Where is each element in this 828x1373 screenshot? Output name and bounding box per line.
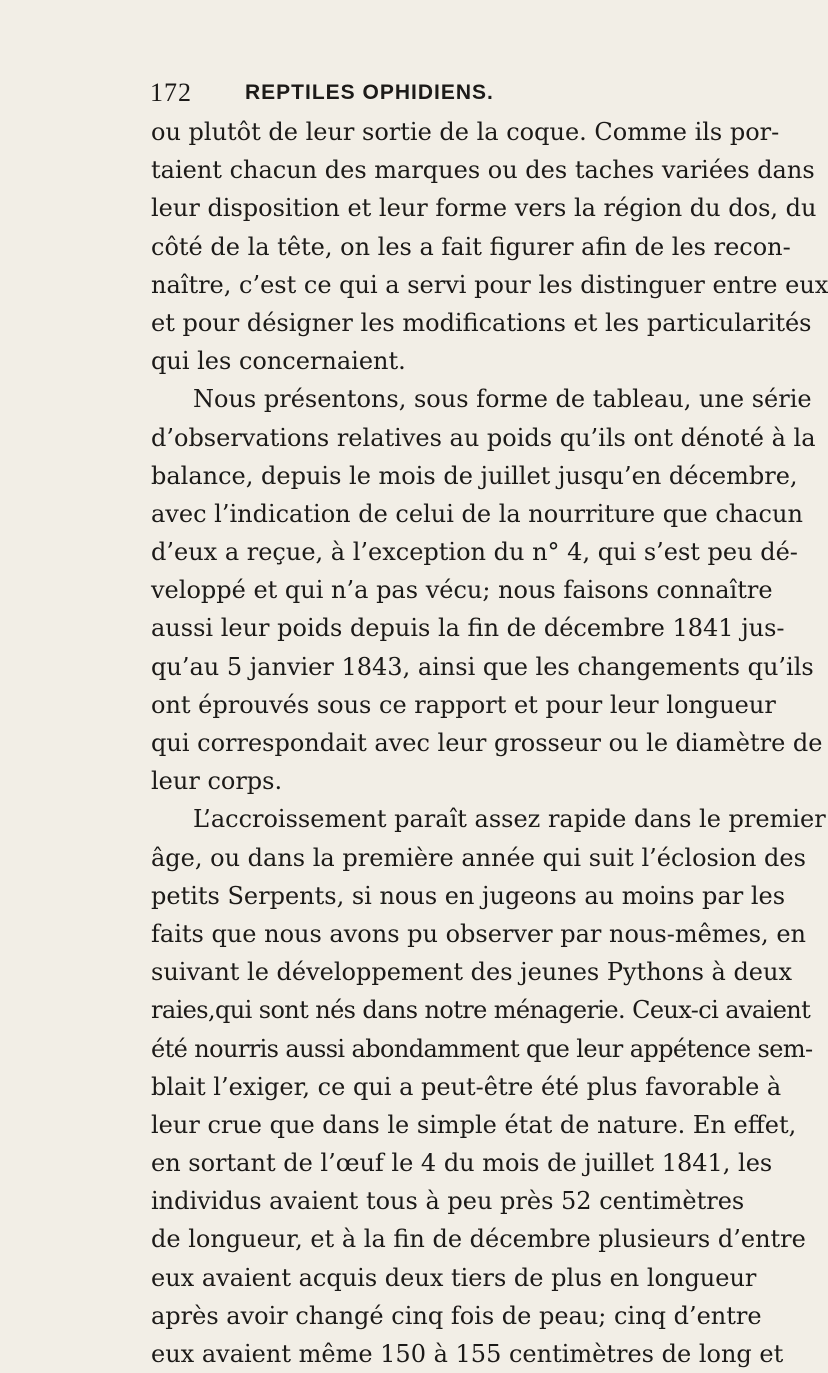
page-number: 172 (150, 78, 192, 107)
text-line: aussi leur poids depuis la fin de décembre 1841 jus- (151, 614, 785, 643)
text-line: après avoir changé cinq fois de peau; cinq d’entre (151, 1301, 762, 1330)
text-line: leur corps. (151, 767, 283, 796)
text-line: qui les concernaient. (151, 347, 406, 376)
text-line: de longueur, et à la fin de décembre plusieurs d’entre (151, 1225, 806, 1254)
text-line: eux avaient même 150 à 155 centimètres de long et (151, 1340, 784, 1368)
page-header (150, 78, 710, 108)
text-line: veloppé et qui n’a pas vécu; nous faisons connaître (151, 576, 773, 605)
text-line: en sortant de l’œuf le 4 du mois de juillet 1841, les (151, 1149, 773, 1178)
text-line: faits que nous avons pu observer par nous-mêmes, en (151, 919, 806, 948)
text-line: d’eux a reçue, à l’exception du n° 4, qui s’est peu dé- (151, 538, 798, 567)
text-line: eux avaient acquis deux tiers de plus en longueur (151, 1263, 757, 1292)
text-line: ont éprouvés sous ce rapport et pour leur longueur (151, 690, 776, 719)
text-line: qui correspondait avec leur grosseur ou le diamètre de (151, 729, 823, 757)
text-line: individus avaient tous à peu près 52 centimètres (151, 1187, 745, 1216)
paragraph-first-line: Nous présentons, sous forme de tableau, une série (193, 385, 812, 414)
text-line: qu’au 5 janvier 1843, ainsi que les changements qu’ils (151, 652, 814, 681)
body-text (151, 113, 828, 1373)
text-line: côté de la tête, on les a fait figurer afin de les recon- (151, 232, 791, 261)
text-line: âge, ou dans la première année qui suit l’éclosion des (151, 843, 806, 872)
text-line: et pour désigner les modifications et les particularités (151, 308, 812, 337)
text-line: suivant le développement des jeunes Pythons à deux (151, 958, 793, 987)
text-line: petits Serpents, si nous en jugeons au moins par les (151, 881, 786, 910)
text-line: blait l’exiger, ce qui a peut-être été plus favorable à (151, 1072, 782, 1101)
text-line: leur disposition et leur forme vers la région du dos, du (151, 194, 817, 223)
paragraph-first-line: L’accroissement paraît assez rapide dans le premier (193, 805, 826, 834)
text-line: taient chacun des marques ou des taches variées dans (151, 156, 815, 185)
text-line: d’observations relatives au poids qu’ils ont dénoté à la (151, 423, 816, 452)
text-line: leur crue que dans le simple état de nature. En effet, (151, 1110, 797, 1139)
text-line: naître, c’est ce qui a servi pour les distinguer entre eux (151, 270, 828, 299)
text-line: été nourris aussi abondamment que leur appétence sem- (151, 1034, 813, 1063)
text-line: ou plutôt de leur sortie de la coque. Comme ils por- (151, 118, 780, 146)
text-line: balance, depuis le mois de juillet jusqu’en décembre, (151, 461, 798, 490)
running-title: REPTILES OPHIDIENS. (245, 81, 494, 104)
text-line: raies,qui sont nés dans notre ménagerie. Ceux-ci avaient (151, 996, 811, 1025)
text-line: avec l’indication de celui de la nourriture que chacun (151, 499, 803, 528)
